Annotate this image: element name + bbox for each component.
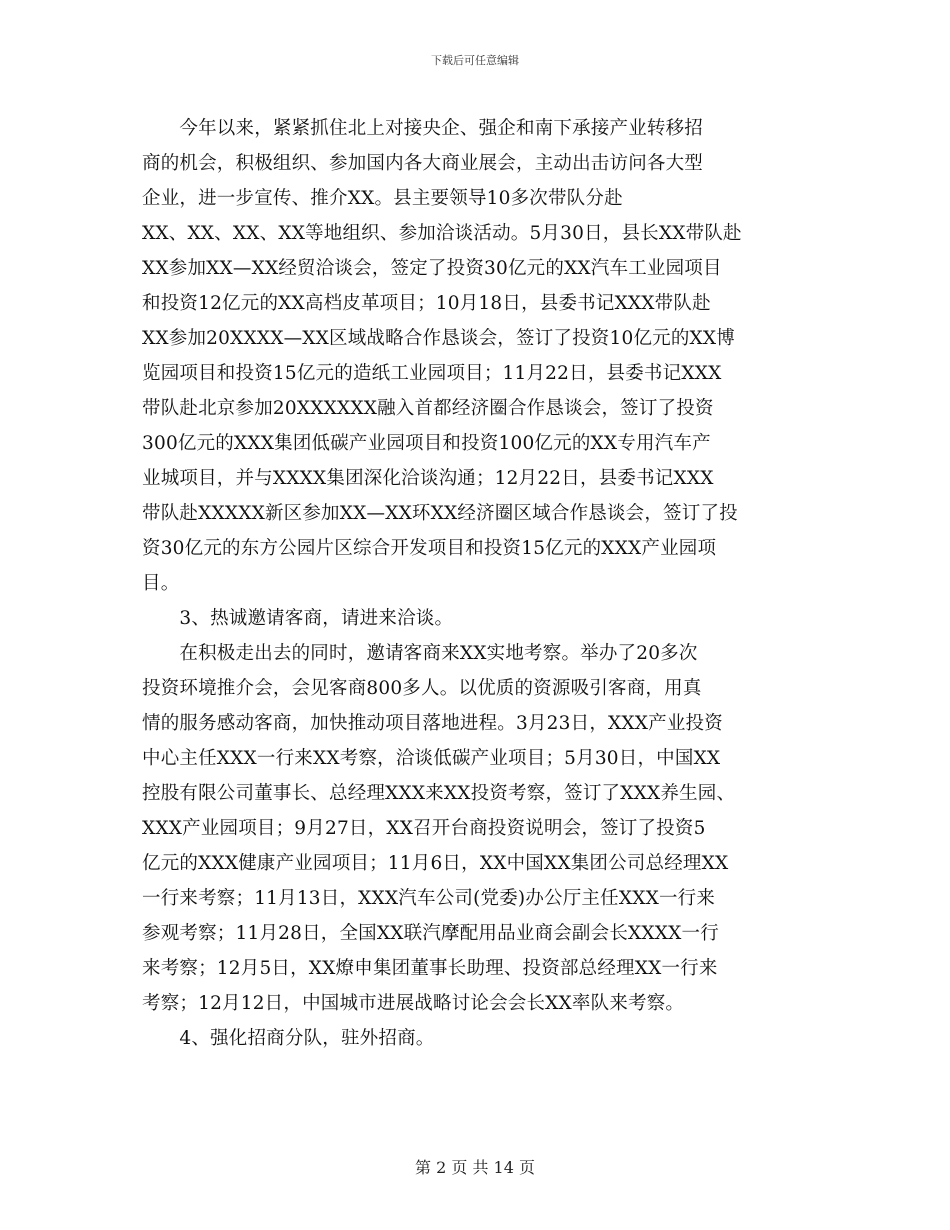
text-line: 今年以来，紧紧抓住北上对接央企、强企和南下承接产业转移招 — [142, 118, 704, 139]
text-line: 一行来考察；11月13日，XXX汽车公司(党委)办公厅主任XXX一行来 — [142, 888, 716, 909]
text-line: 目。 — [142, 573, 180, 594]
text-line: XX参加20XXXX—XX区域战略合作恳谈会，签订了投资10亿元的XX博 — [142, 328, 735, 349]
text-line: 带队赴北京参加20XXXXXX融入首都经济圈合作恳谈会，签订了投资 — [142, 398, 714, 419]
text-line: 带队赴XXXXX新区参加XX—XX环XX经济圈区域合作恳谈会，签订了投 — [142, 503, 738, 524]
text-line: 亿元的XXX健康产业园项目；11月6日，XX中国XX集团公司总经理XX — [142, 853, 729, 874]
text-line: 和投资12亿元的XX高档皮革项目；10月18日，县委书记XXX带队赴 — [142, 293, 711, 314]
text-line: 情的服务感动客商，加快推动项目落地进程。3月23日，XXX产业投资 — [142, 713, 723, 734]
text-line: 控股有限公司董事长、总经理XXX来XX投资考察，签订了XXX养生园、 — [142, 783, 736, 804]
text-line: XXX产业园项目；9月27日，XX召开台商投资说明会，签订了投资5 — [142, 818, 706, 839]
text-line: 资30亿元的东方公园片区综合开发项目和投资15亿元的XXX产业园项 — [142, 538, 717, 559]
text-line: 商的机会，积极组织、参加国内各大商业展会，主动出击访问各大型 — [142, 153, 704, 174]
text-line: XX参加XX—XX经贸洽谈会，签定了投资30亿元的XX汽车工业园项目 — [142, 258, 722, 279]
text-line: 来考察；12月5日，XX燎申集团董事长助理、投资部总经理XX一行来 — [142, 958, 718, 979]
text-line: 参观考察；11月28日，全国XX联汽摩配用品业商会副会长XXXX一行 — [142, 923, 719, 944]
page-header: 下载后可任意编辑 — [431, 54, 519, 67]
text-line: XX、XX、XX、XX等地组织、参加洽谈活动。5月30日，县长XX带队赴 — [142, 223, 742, 244]
section-heading: 4、强化招商分队，驻外招商。 — [142, 1028, 435, 1049]
text-line: 300亿元的XXX集团低碳产业园项目和投资100亿元的XX专用汽车产 — [142, 433, 711, 454]
text-line: 览园项目和投资15亿元的造纸工业园项目；11月22日，县委书记XXX — [142, 363, 722, 384]
text-line: 企业，进一步宣传、推介XX。县主要领导10多次带队分赴 — [142, 188, 623, 209]
text-line: 考察；12月12日，中国城市进展战略讨论会会长XX率队来考察。 — [142, 993, 685, 1014]
page-footer: 第 2 页 共 14 页 — [415, 1158, 535, 1177]
section-heading: 3、热诚邀请客商，请进来洽谈。 — [142, 608, 454, 629]
text-line: 中心主任XXX一行来XX考察，洽谈低碳产业项目；5月30日，中国XX — [142, 748, 721, 769]
text-line: 业城项目，并与XXXX集团深化洽谈沟通；12月22日，县委书记XXX — [142, 468, 714, 489]
text-line: 投资环境推介会，会见客商800多人。以优质的资源吸引客商，用真 — [142, 678, 702, 699]
text-line: 在积极走出去的同时，邀请客商来XX实地考察。举办了20多次 — [142, 643, 698, 664]
